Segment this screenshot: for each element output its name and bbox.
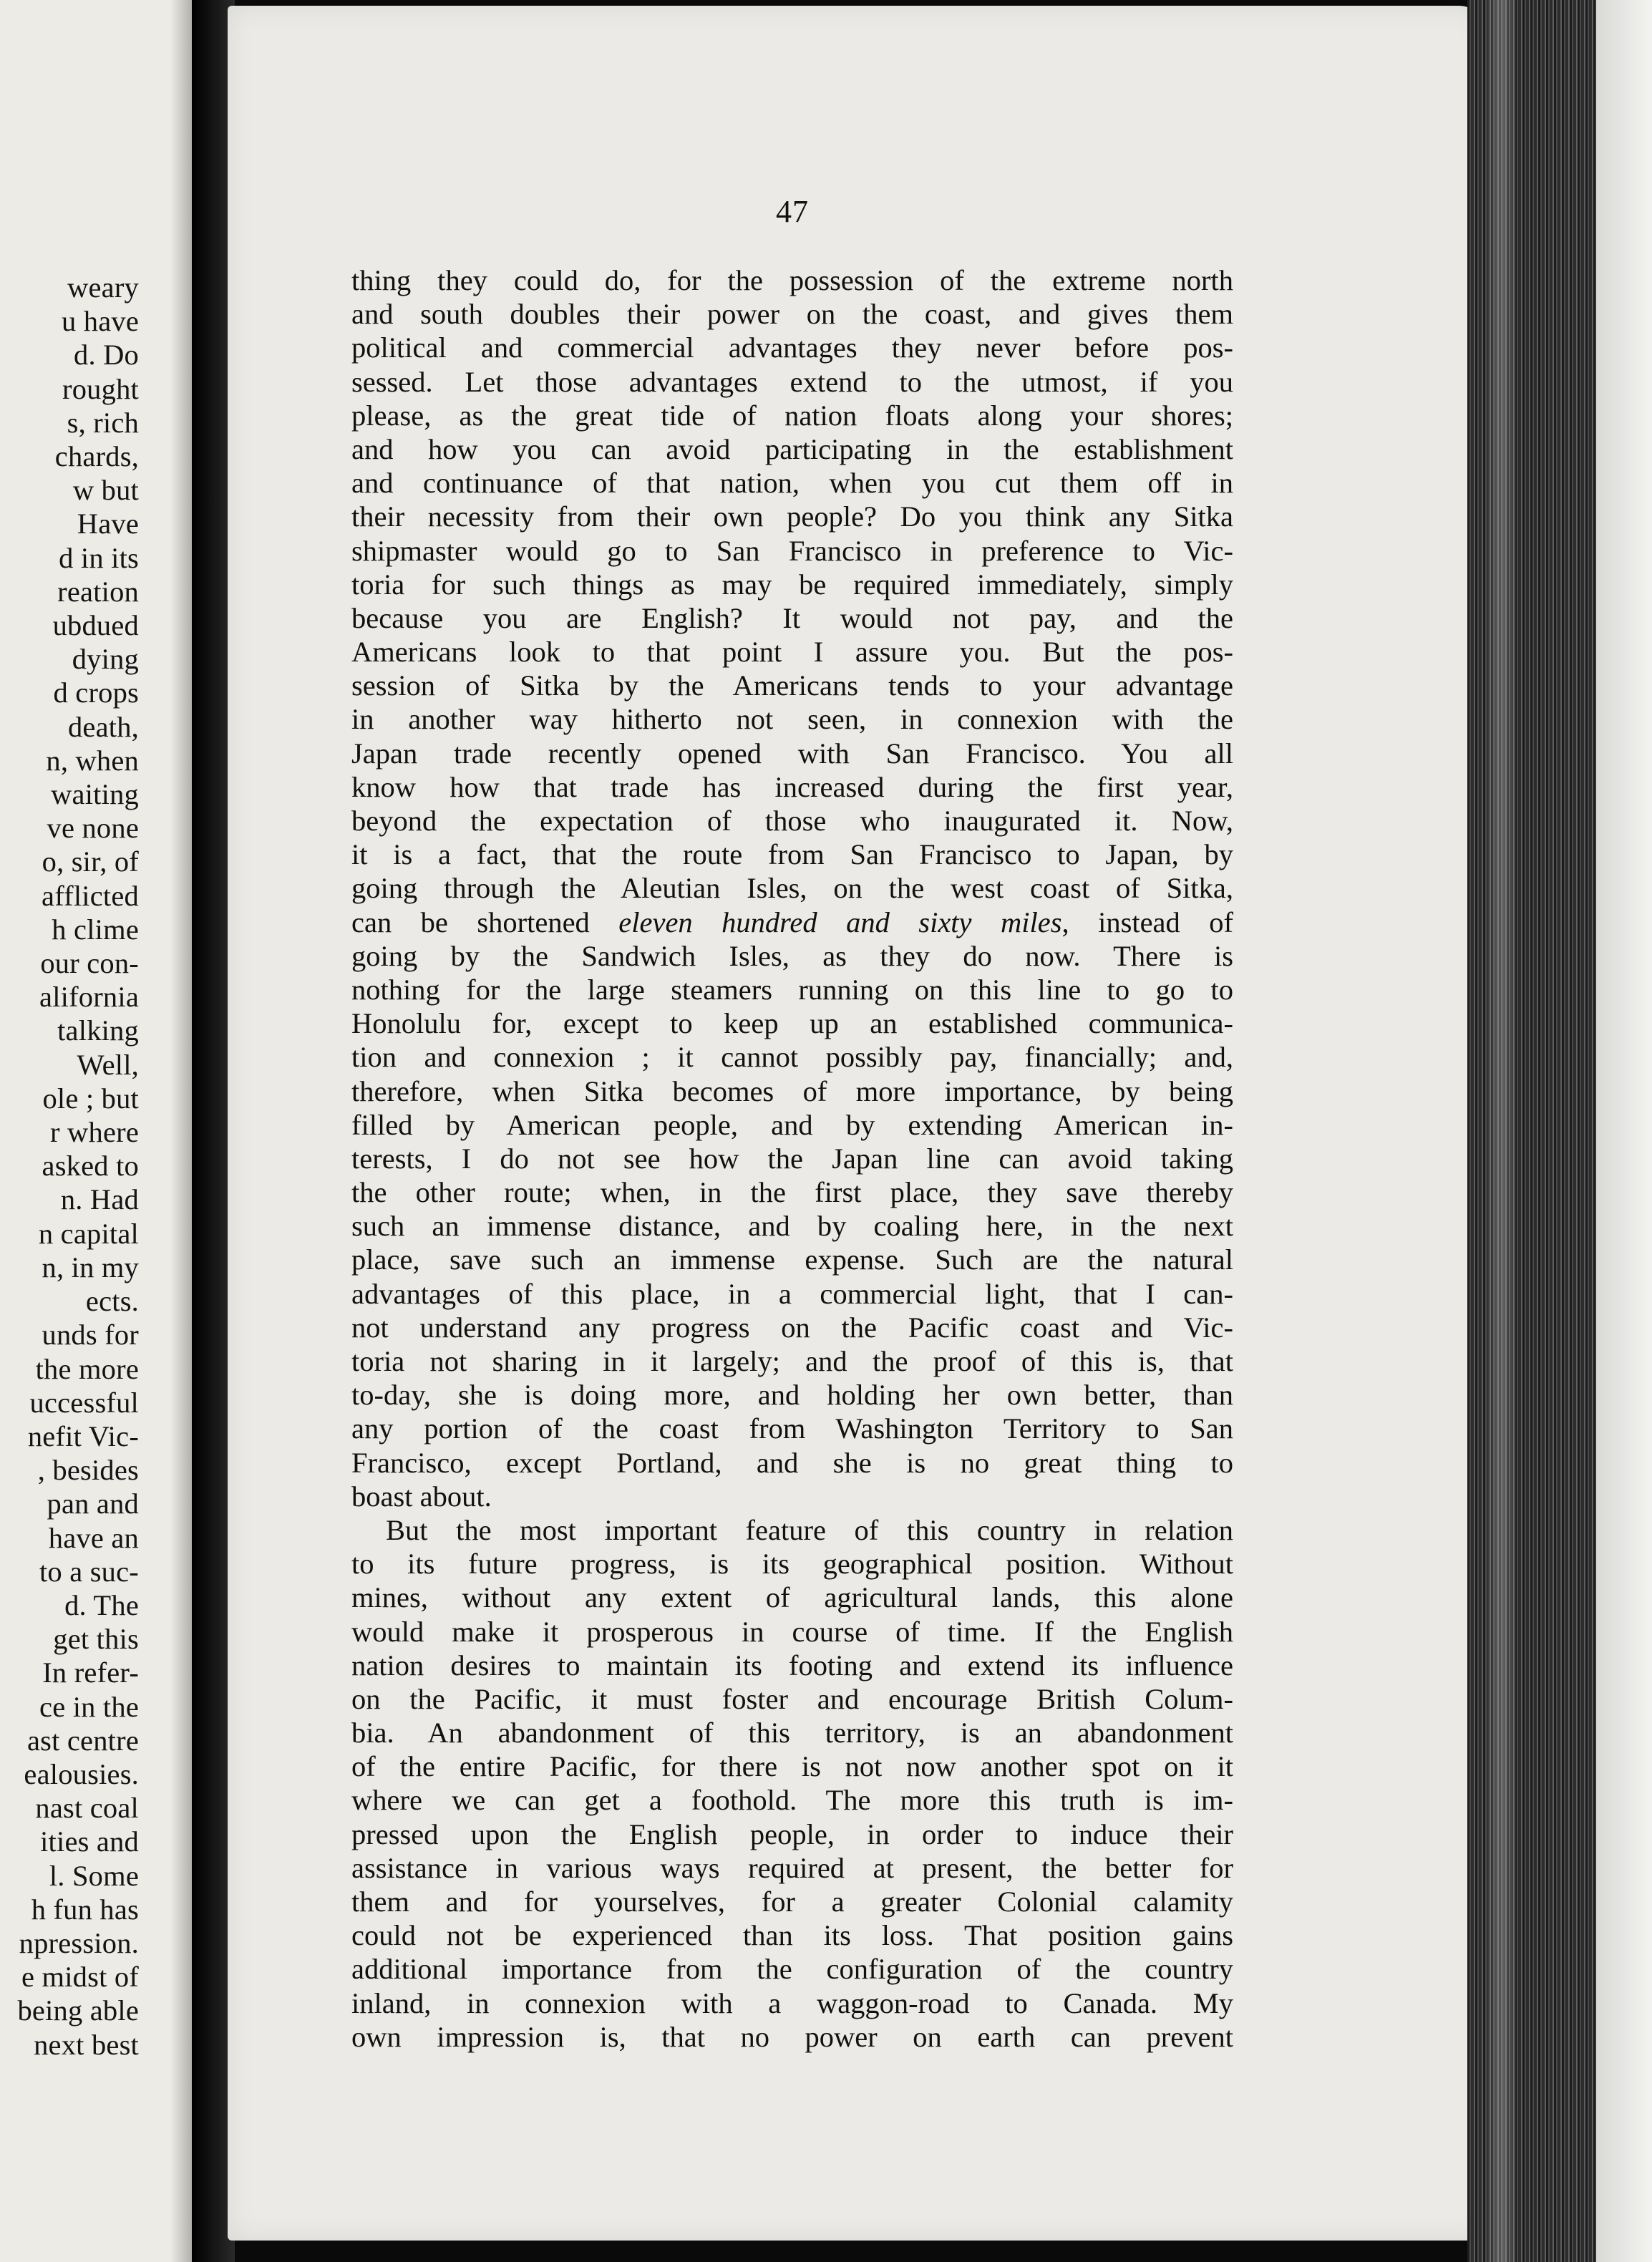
text-line: thing they could do, for the possession of the extreme north <box>351 264 1233 296</box>
text-line: afflicted <box>42 879 139 912</box>
text-line: additional importance from the configuration of the country <box>351 1953 1233 1986</box>
text-line: ole ; but <box>42 1082 139 1115</box>
text-line: ities and <box>40 1825 139 1858</box>
text-line: d crops <box>53 676 139 709</box>
text-line: In refer- <box>42 1656 139 1689</box>
text-line: boast about. <box>351 1480 492 1513</box>
text-line: nefit Vic- <box>27 1419 139 1452</box>
text-line: own impression is, that no power on earth can prevent <box>351 2020 1233 2053</box>
text-line: npression. <box>19 1926 139 1959</box>
text-line: Honolulu for, except to keep up an established communica- <box>351 1007 1233 1040</box>
text-line: bia. An abandonment of this territory, is an abandonment <box>351 1717 1233 1749</box>
text-line: death, <box>67 710 139 743</box>
text-line: unds for <box>42 1319 139 1351</box>
text-line: would make it prosperous in course of time. If the English <box>351 1615 1233 1648</box>
text-line: uccessful <box>29 1386 139 1419</box>
text-line: the more <box>35 1352 139 1385</box>
text-line: not understand any progress on the Pacific coast and Vic- <box>351 1311 1233 1344</box>
text-line: toria not sharing in it largely; and the proof of this is, that <box>351 1345 1233 1377</box>
text-line: n. Had <box>60 1183 139 1216</box>
paragraph-first-line: But the most important feature of this country in relation <box>386 1513 1233 1546</box>
text-line: n, when <box>46 744 139 777</box>
text-line: them and for yourselves, for a greater Colonial calamity <box>351 1885 1233 1918</box>
text-line: such an immense distance, and by coaling here, in the next <box>351 1210 1233 1243</box>
text-line: n, in my <box>42 1251 139 1283</box>
text-line: have an <box>48 1521 139 1554</box>
text-line: assistance in various ways required at present, the better for <box>351 1851 1233 1884</box>
text-line: w but <box>72 474 139 507</box>
text-line: dying <box>72 643 139 676</box>
text-line: ealousies. <box>24 1757 139 1790</box>
text-line: reation <box>57 575 139 608</box>
text-segment: can be shortened <box>351 906 590 938</box>
text-line: get this <box>53 1623 139 1656</box>
text-segment: , instead of <box>1061 906 1233 938</box>
text-line: sessed. Let those advantages extend to the utmost, if you <box>351 365 1233 398</box>
text-line: to a suc- <box>39 1555 139 1588</box>
text-line: and how you can avoid participating in the establishment <box>351 432 1233 465</box>
text-line-with-italic <box>351 906 1233 939</box>
text-line: session of Sitka by the Americans tends to your advantage <box>351 669 1233 702</box>
page-stack-edge <box>1467 0 1596 2262</box>
text-line: going through the Aleutian Isles, on the west coast of Sitka, <box>351 872 1233 905</box>
text-line: alifornia <box>39 981 139 1014</box>
page-edge-highlight <box>1487 0 1516 2262</box>
text-line: their necessity from their own people? Do you think any Sitka <box>351 500 1233 533</box>
text-line: beyond the expectation of those who inaugurated it. Now, <box>351 805 1233 837</box>
text-line: and south doubles their power on the coast, and gives them <box>351 298 1233 331</box>
text-line: n capital <box>38 1217 139 1250</box>
gutter-shadow <box>170 0 192 2262</box>
text-line: d in its <box>59 541 139 574</box>
text-line: in another way hitherto not seen, in connexion with the <box>351 703 1233 736</box>
text-line: advantages of this place, in a commercial light, that I can- <box>351 1277 1233 1310</box>
text-line: o, sir, of <box>42 845 139 878</box>
text-line: d. Do <box>74 339 139 372</box>
text-line: being able <box>17 1994 139 2027</box>
text-line: mines, without any extent of agricultural lands, this alone <box>351 1581 1233 1614</box>
text-line: l. Some <box>49 1859 139 1892</box>
text-line: nothing for the large steamers running on this line to go to <box>351 973 1233 1006</box>
text-line: ubdued <box>52 609 139 642</box>
text-line: nation desires to maintain its footing and extend its influence <box>351 1649 1233 1681</box>
text-line: ce in the <box>39 1690 139 1723</box>
text-line: ve none <box>47 812 139 845</box>
text-line: toria for such things as may be required immediately, simply <box>351 568 1233 601</box>
text-line: filled by American people, and by extending American in- <box>351 1108 1233 1141</box>
text-line: therefore, when Sitka becomes of more importance, by being <box>351 1074 1233 1107</box>
text-line: it is a fact, that the route from San Francisco to Japan, by <box>351 838 1233 871</box>
text-line: u have <box>61 305 139 338</box>
text-line: Have <box>77 508 139 540</box>
book-page <box>228 6 1487 2241</box>
text-line: please, as the great tide of nation floats along your shores; <box>351 399 1233 432</box>
text-line: Americans look to that point I assure you. But the pos- <box>351 636 1233 669</box>
text-line: going by the Sandwich Isles, as they do now. There is <box>351 939 1233 972</box>
text-line: asked to <box>42 1150 139 1183</box>
text-line: our con- <box>40 947 139 980</box>
previous-page-text <box>17 271 139 2062</box>
text-line: waiting <box>51 778 139 811</box>
text-line: e midst of <box>21 1961 139 1994</box>
text-line: nast coal <box>35 1792 139 1825</box>
text-line: d. The <box>64 1588 139 1621</box>
text-line: weary <box>67 271 139 304</box>
text-line: and continuance of that nation, when you cut them off in <box>351 467 1233 500</box>
text-line: inland, in connexion with a waggon-road to Canada. My <box>351 1986 1233 2019</box>
text-line: Japan trade recently opened with San Francisco. You all <box>351 737 1233 770</box>
text-line: pressed upon the English people, in order to induce their <box>351 1817 1233 1850</box>
italic-phrase: eleven hundred and sixty miles <box>618 906 1062 938</box>
text-line: where we can get a foothold. The more this truth is im- <box>351 1784 1233 1817</box>
text-line: pan and <box>47 1487 139 1520</box>
text-line: s, rich <box>67 406 139 439</box>
text-line: tion and connexion ; it cannot possibly pay, financially; and, <box>351 1041 1233 1074</box>
text-line: r where <box>50 1116 139 1149</box>
text-line: shipmaster would go to San Francisco in preference to Vic- <box>351 534 1233 567</box>
text-line: place, save such an immense expense. Such are the natural <box>351 1243 1233 1276</box>
text-line: of the entire Pacific, for there is not now another spot on it <box>351 1750 1233 1783</box>
text-line: h clime <box>52 913 139 946</box>
text-line: political and commercial advantages they never before pos- <box>351 331 1233 364</box>
text-line: to its future progress, is its geographical position. Without <box>351 1548 1233 1581</box>
text-line: talking <box>57 1014 139 1047</box>
page-number: 47 <box>776 194 809 229</box>
page-body-text <box>351 263 1233 2054</box>
text-line: next best <box>34 2028 139 2061</box>
text-line: chards, <box>54 440 139 473</box>
scan-margin <box>1596 0 1652 2262</box>
text-line: rought <box>62 372 139 405</box>
text-line: any portion of the coast from Washington Territory to San <box>351 1412 1233 1445</box>
text-line: could not be experienced than its loss. That position gains <box>351 1919 1233 1952</box>
text-line: know how that trade has increased during the first year, <box>351 770 1233 803</box>
previous-page-fragment <box>0 0 192 2262</box>
text-line: the other route; when, in the first place, they save thereby <box>351 1176 1233 1209</box>
text-line: on the Pacific, it must foster and encourage British Colum- <box>351 1682 1233 1715</box>
text-line: , besides <box>37 1454 139 1487</box>
text-line: ast centre <box>26 1724 139 1757</box>
text-line: because you are English? It would not pay, and the <box>351 601 1233 634</box>
text-line: Francisco, except Portland, and she is no great thing to <box>351 1446 1233 1479</box>
text-line: Well, <box>77 1048 139 1081</box>
text-line: to-day, she is doing more, and holding her own better, than <box>351 1379 1233 1412</box>
text-line: terests, I do not see how the Japan line can avoid taking <box>351 1142 1233 1175</box>
text-line: h fun has <box>31 1893 139 1926</box>
text-line: ects. <box>85 1285 139 1318</box>
